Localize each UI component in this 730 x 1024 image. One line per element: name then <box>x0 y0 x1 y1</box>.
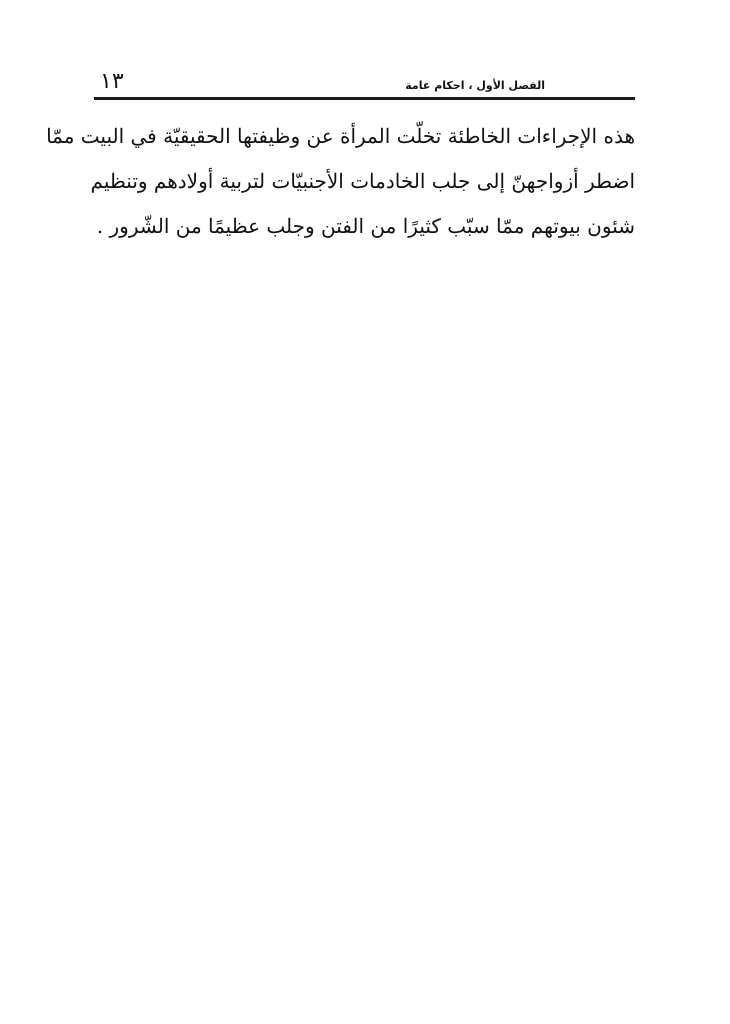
body-paragraph <box>46 114 635 249</box>
page-number: ١٣ <box>100 69 124 94</box>
chapter-title: الفصل الأول ، احكام عامة <box>405 79 545 92</box>
paragraph-line-2: اضطر أزواجهنّ إلى جلب الخادمات الأجنبيّات لتربية أولادهم وتنظيم <box>90 169 635 193</box>
running-header <box>94 66 635 96</box>
header-rule <box>94 97 635 100</box>
paragraph-line-3: شئون بيوتهم ممّا سبّب كثيرًا من الفتن وجلب عظيمًا من الشّرور . <box>96 214 635 238</box>
paragraph-line-1: هذه الإجراءات الخاطئة تخلّت المرأة عن وظيفتها الحقيقيّة في البيت ممّا <box>46 124 635 148</box>
